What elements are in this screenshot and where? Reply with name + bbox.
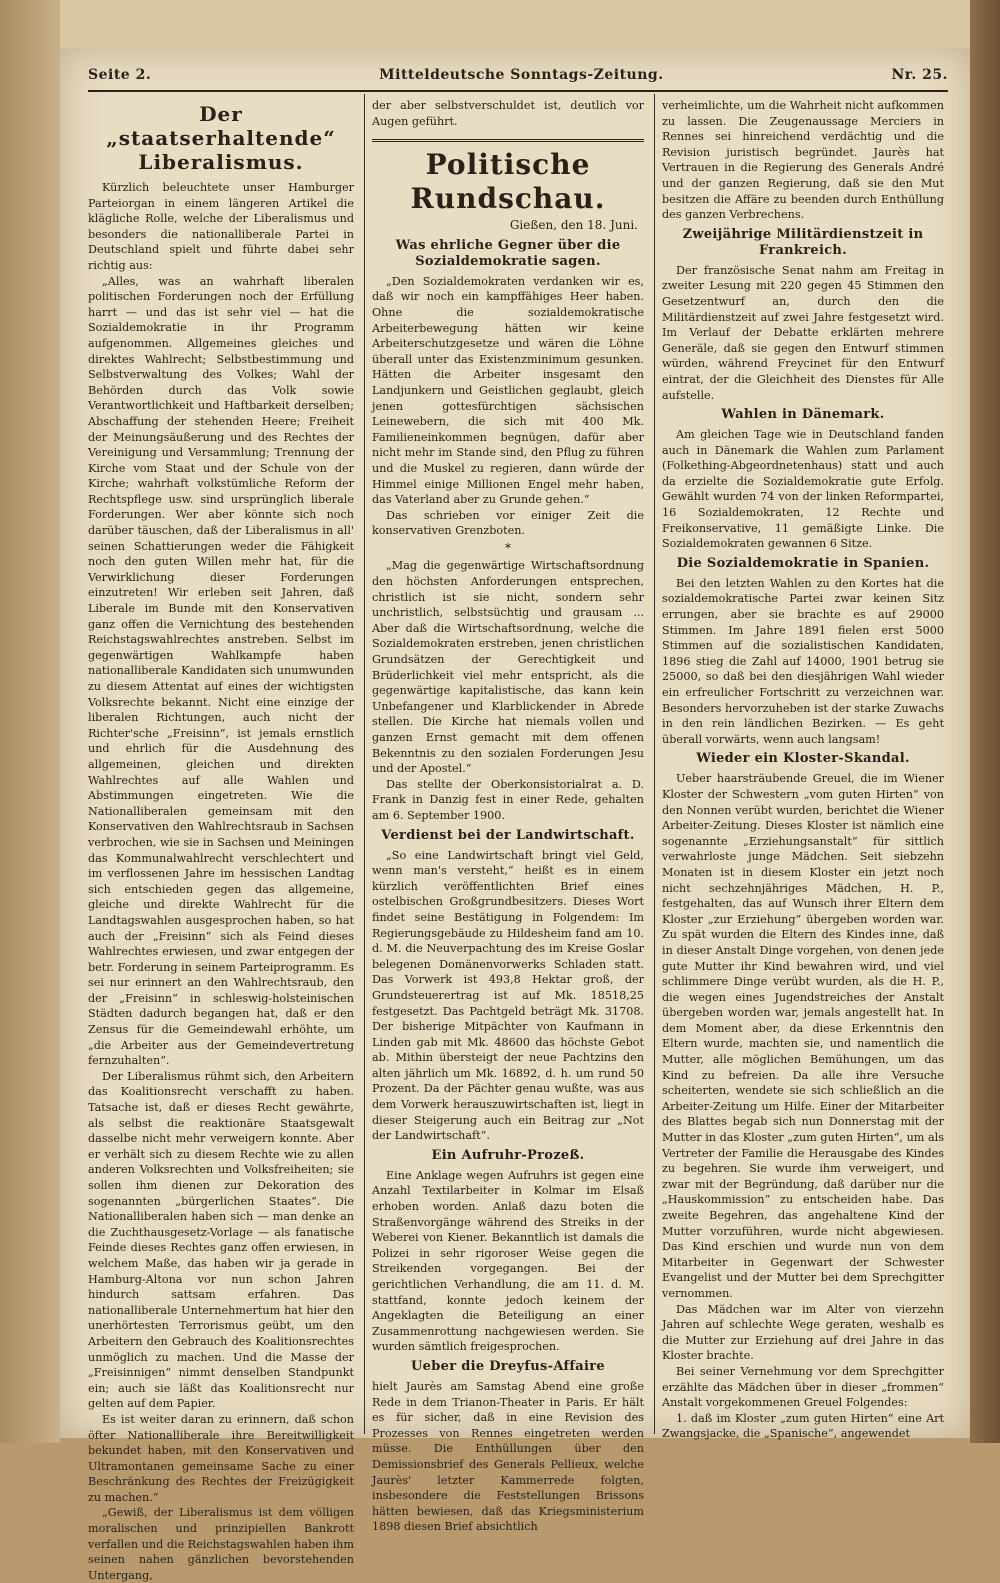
paragraph: „Alles, was an wahrhaft liberalen politischen Forderungen noch der Erfüllung harrt — und das ist sehr viel — hat die Sozialdemokratie in ihr Programm aufgenommen. Allgemeines gleiches und direktes Wahlrecht; Selbstbestimmung und Selbstverwaltung des Volkes; Wahl der Behörden durch das Volk sowie Verantwortlichkeit und Haftbarkeit derselben; Abschaffung der stehenden Heere; Freiheit der Meinungsäußerung und des Rechtes der Vereinigung und Versammlung; Trennung der Kirche vom Staat und der Schule von der Kirche; wahrhaft volkstümliche Reform der Rechtspflege usw. sind ursprünglich liberale Forderungen. Wer aber könnte sich noch darüber täuschen, daß der Liberalismus in all' seinen Schattierungen weder die Fähigkeit noch den guten Willen mehr hat, für die Verwirklichung dieser Forderungen einzutreten! Wir erleben seit Jahren, daß Liberale im Bunde mit den Konservativen ganz offen die Vernichtung des bestehenden Reichstagswahlrechtes anstreben. Selbst im gegenwärtigen Wahlkampfe haben nationalliberale Kandidaten sich unumwunden zu diesem Attentat auf eines der wichtigsten Volksrechte bekannt. Nicht eine einzige der liberalen Richtungen, auch nicht der Richter'sche „Freisinn“, ist jemals ernstlich und ehrlich für die Ausdehnung des allgemeinen, gleichen und direkten Wahlrechtes auf alle Wahlen und Abstimmungen eingetreten. Wie die Nationalliberalen gemeinsam mit den Konservativen den Wahlrechtsraub in Sachsen verbrochen, wie sie in Sachsen und Meiningen das Kommunalwahlrecht verschlechtert und im verflossenen Jahre im hessischen Landtag sich entschieden gegen das allgemeine, gleiche und direkte Wahlrecht für die Landtagswahlen ausgesprochen haben, so hat auch der „Freisinn“ sich als Feind dieses Wahlrechtes erwiesen, und zwar entgegen der betr. Forderung in seinem Parteiprogramm. Es sei nur erinnert an den Wahlrechtsraub, den der „Freisinn“ in schleswig-holsteinischen Städten dadurch begangen hat, daß er den Zensus für die Gemeindewahl erhöhte, um „die Arbeiter aus der Gemeindevertretung fernzuhalten“.: [88, 274, 354, 1068]
paragraph: Das stellte der Oberkonsistorialrat a. D. Frank in Danzig fest in einer Rede, gehalten am 6. September 1900.: [372, 777, 644, 822]
book-gutter: [0, 0, 60, 1443]
paragraph: „Den Sozialdemokraten verdanken wir es, daß wir noch ein kampffähiges Heer haben. Ohne die sozialdemokratische Arbeiterbewegung hätten wir keine Arbeiterschutzgesetze und wären die Löhne überall unter das Existenzminimum gesunken. Hätten die Arbeiter insgesamt den Landjunkern und Geistlichen geglaubt, gleich jenen gottesfürchtigen sächsischen Leinewebern, die sich mit 400 Mk. Familieneinkommen begnügen, dafür aber nicht mehr im Stande sind, den Pflug zu führen und die Muskel zu regieren, dann würde der Himmel einige Millionen Engel mehr haben, das Vaterland aber zu Grunde gehen.“: [372, 274, 644, 507]
paragraph: Eine Anklage wegen Aufruhrs ist gegen eine Anzahl Textilarbeiter in Kolmar im Elsaß erhoben worden. Anlaß dazu boten die Straßenvorgänge während des Streiks in der Weberei von Kiener. Bekanntlich ist damals die Polizei in sehr rigoroser Weise gegen die Streikenden vorgegangen. Bei der gerichtlichen Verhandlung, die am 11. d. M. stattfand, konnte jedoch keinem der Angeklagten die Beteiligung an einer Zusammenrottung nachgewiesen werden. Sie wurden sämtlich freigesprochen.: [372, 1168, 644, 1354]
article-title: Der „staatserhaltende“ Liberalismus.: [106, 102, 336, 174]
paragraph: Der französische Senat nahm am Freitag in zweiter Lesung mit 220 gegen 45 Stimmen den Gesetzentwurf an, durch den die Militärdienstzeit auf zwei Jahre festgesetzt wird. Im Verlauf der Debatte erklärten mehrere Generäle, daß sie gegen den Entwurf stimmen würden, während Freycinet für den Entwurf eintrat, der die Gleichheit des Dienstes für Alle aufstelle.: [662, 263, 944, 402]
article-title: Zweijährige Militärdienstzeit in Frankreich.: [682, 226, 924, 258]
article-title: Was ehrliche Gegner über die Sozialdemokratie sagen.: [395, 237, 621, 269]
page-number: Seite 2.: [88, 67, 152, 83]
article-title: Wieder ein Kloster-Skandal.: [696, 751, 910, 767]
paragraph: Das schrieben vor einiger Zeit die konservativen Grenzboten.: [372, 508, 644, 538]
paragraph: „Gewiß, der Liberalismus ist dem völligen moralischen und prinzipiellen Bankrott verfallen und die Reichstagswahlen haben ihm seinen nahen gänzlichen bevorstehenden Untergang,: [88, 1506, 354, 1582]
column-2: [372, 98, 644, 1534]
paragraph: „So eine Landwirtschaft bringt viel Geld, wenn man's versteht,“ heißt es in einem kürzlich veröffentlichten Brief eines ostelbischen Großgrundbesitzers. Dieses Wort findet seine Bestätigung in Folgendem: Im Regierungsgebäude zu Hildesheim fand am 10. d. M. die Neuverpachtung des im Kreise Goslar belegenen Domänenvorwerks Schladen statt. Das Vorwerk ist 493,8 Hektar groß, der Grundsteuerertrag ist auf Mk. 18518,25 festgesetzt. Das Pachtgeld beträgt Mk. 31708. Der bisherige Mitpächter von Kaufmann in Linden gab mit Mk. 48600 das höchste Gebot ab. Mithin übersteigt der neue Pachtzins den alten jährlich um Mk. 16892, d. h. um rund 50 Prozent. Da der Pächter genau wußte, was aus dem Vorwerk herauszuwirtschaften ist, liegt in dieser Steigerung auch ein Beitrag zur „Not der Landwirtschaft“.: [372, 848, 644, 1143]
top-margin: [60, 0, 970, 48]
paragraph: Am gleichen Tage wie in Deutschland fanden auch in Dänemark die Wahlen zum Parlament (Folkething-Abgeordnetenhaus) statt und auch da erzielte die Sozialdemokratie gute Erfolg. Gewählt wurden 74 von der linken Reformpartei, 16 Sozialdemokraten, 12 Rechte und Freikonservative, 11 gemäßigte Linke. Die Sozialdemokraten gewannen 6 Sitze.: [662, 428, 944, 551]
paragraph: der aber selbstverschuldet ist, deutlich vor Augen geführt.: [372, 99, 644, 128]
paragraph: Kürzlich beleuchtete unser Hamburger Parteiorgan in einem längeren Artikel die klägliche Rolle, welche der Liberalismus und besonders die nationalliberale Partei in Deutschland spielt und führte dabei sehr richtig aus:: [88, 181, 354, 272]
paragraph: 1. daß im Kloster „zum guten Hirten“ eine Art Zwangsjacke, die „Spanische“, angewendet: [662, 1411, 944, 1441]
paragraph: Ueber haarsträubende Greuel, die im Wiener Kloster der Schwestern „vom guten Hirten“ von den Nonnen verübt wurden, berichtet die Wiener Arbeiter-Zeitung. Dieses Kloster ist nämlich eine sogenannte „Erziehungsanstalt“ für sittlich verwahrloste junge Mädchen. Seit siebzehn Monaten ist in diesem Kloster ein jetzt noch nicht sechzehnjähriges Mädchen, H. P., festgehalten, das auf Wunsch ihrer Eltern dem Kloster „zur Erziehung“ übergeben worden war. Zu spät wurden die Eltern des Kindes inne, daß in dieser Anstalt Dinge vorgehen, von denen jede gute Mutter ihr Kind bewahren wird, und viel schlimmere Dinge verübt wurden, als die H. P., die wegen eines Jugendstreiches der Anstalt übergeben worden war, jemals angestellt hat. In dem Moment aber, da diese Erkenntnis den Eltern wurde, machten sie, und namentlich die Mutter, alle möglichen Bemühungen, um das Kind zu befreien. Da alle ihre Versuche scheiterten, wendete sie sich schließlich an die Arbeiter-Zeitung um Hilfe. Einer der Mitarbeiter des Blattes begab sich nun Donnerstag mit der Mutter in das Kloster „zum guten Hirten“, um als Vertreter der Familie die Herausgabe des Kindes zu begehren. Sie wurde ihm verweigert, und zwar mit der Begründung, daß darüber nur die „Hauskommission“ zu entscheiden habe. Das zweite Begehren, das angehaltene Kind der Mutter vorzuführen, wurde nicht abgewiesen. Das Kind erschien und wurde nun von dem Mitarbeiter in Gegenwart der Schwester Evangelist und der Mutter bei dem Sprechgitter vernommen.: [662, 772, 944, 1300]
article-title: Die Sozialdemokratie in Spanien.: [676, 555, 930, 571]
column-1: [88, 98, 354, 1582]
paragraph: verheimlichte, um die Wahrheit nicht aufkommen zu lassen. Die Zeugenaussage Merciers in Rennes sei hinreichend verdächtig und die Revision juristisch begründet. Jaurès hat Vertrauen in die Regierung des Generals André und der ganzen Regierung, daß sie den Mut besitzen die Affäre zu beenden durch Enthüllung des ganzen Verbrechens.: [662, 99, 944, 222]
section-separator: *: [505, 540, 511, 555]
column-3: [662, 98, 944, 1441]
article-title: Wahlen in Dänemark.: [721, 407, 885, 423]
column-rule-1: [364, 94, 365, 1434]
article-title: Verdienst bei der Landwirtschaft.: [381, 827, 635, 843]
paragraph: „Mag die gegenwärtige Wirtschaftsordnung den höchsten Anforderungen entsprechen, christlich ist sie nicht, sondern sehr unchristlich, selbstsüchtig und grausam ... Aber daß die Wirtschaftsordnung, welche die Sozialdemokraten erstreben, jenen christlichen Grundsätzen der Gerechtigkeit und Brüderlichkeit viel mehr entspricht, als die gegenwärtige kapitalistische, das kann kein Unbefangener und Klarblickender in Abrede stellen. Die Kirche hat niemals vollen und ganzen Ernst gemacht mit dem offenen Bekenntnis zu den sozialen Forderungen Jesu und der Apostel.“: [372, 559, 644, 776]
article-title: Ueber die Dreyfus-Affaire: [411, 1358, 605, 1374]
paragraph: hielt Jaurès am Samstag Abend eine große Rede in dem Trianon-Theater in Paris. Er hält es für sicher, daß in eine Revision des Prozesses von Rennes eingetreten werden müsse. Die Enthüllungen über den Demissionsbrief des Generals Pellieux, welche Jaurès' letzter Kammerrede folgten, insbesondere die Feststellungen Brissons hätten bewiesen, daß das Kriegsministerium 1898 diesen Brief absichtlich: [372, 1379, 644, 1534]
newspaper-name: Mitteldeutsche Sonntags-Zeitung.: [379, 67, 664, 83]
section-masthead: Politische Rundschau.: [372, 139, 644, 216]
dateline: Gießen, den 18. Juni.: [509, 218, 638, 233]
paragraph: Das Mädchen war im Alter von vierzehn Jahren auf schlechte Wege geraten, weshalb es die Mutter zur Erziehung auf drei Jahre in das Kloster brachte.: [662, 1302, 944, 1363]
page-edge: [970, 0, 1000, 1443]
page-header: [88, 64, 948, 86]
paragraph: Es ist weiter daran zu erinnern, daß schon öfter Nationalliberale ihre Bereitwilligkeit bekundet haben, mit den Konservativen und Ultramontanen gemeinsame Sache zu einer Beschränkung des Rechtes der Freizügigkeit zu machen.“: [88, 1412, 354, 1504]
newspaper-page: [60, 48, 970, 1582]
paragraph: Bei den letzten Wahlen zu den Kortes hat die sozialdemokratische Partei zwar keinen Sitz errungen, aber sie brachte es auf 29000 Stimmen. Im Jahre 1891 fielen erst 5000 Stimmen auf die sozialistischen Kandidaten, 1896 stieg die Zahl auf 14000, 1901 betrug sie 25000, so daß bei den diesjährigen Wahl wieder ein erfreulicher Fortschritt zu verzeichnen war. Besonders hervorzuheben ist der starke Zuwachs in den rein ländlichen Bezirken. — Es geht überall vorwärts, wenn auch langsam!: [662, 576, 944, 746]
column-rule-2: [654, 94, 655, 1434]
paragraph: Bei seiner Vernehmung vor dem Sprechgitter erzählte das Mädchen über in dieser „frommen“ Anstalt vorgekommenen Greuel Folgendes:: [662, 1364, 944, 1410]
header-rule: [88, 90, 948, 92]
paragraph: Der Liberalismus rühmt sich, den Arbeitern das Koalitionsrecht verschafft zu haben. Tatsache ist, daß er dieses Recht gewährte, als selbst die reaktionäre Staatsgewalt dasselbe nicht mehr verweigern konnte. Aber er verhält sich zu diesem Rechte wie zu allen anderen Volksrechten und Volksfreiheiten; sie sollen ihm dienen zur Dekoration des sogenannten „bürgerlichen Staates“. Die Nationalliberalen haben sich — man denke an die Zuchthausgesetz-Vorlage — als fanatische Feinde dieses Rechtes ganz offen erwiesen, in welchem Maße, das haben wir ja gerade in Hamburg-Altona vor nun schon Jahren hindurch sattsam erfahren. Das nationalliberale Unternehmertum hat hier den unerhörtesten Terrorismus geübt, um den Arbeitern den Gebrauch des Koalitionsrechtes unmöglich zu machen. Und die Masse der „Freisinnigen“ nimmt denselben Standpunkt ein; auch sie läßt das Koalitionsrecht nur gelten auf dem Papier.: [88, 1069, 354, 1411]
article-title: Ein Aufruhr-Prozeß.: [431, 1147, 585, 1163]
issue-number: Nr. 25.: [891, 67, 948, 83]
